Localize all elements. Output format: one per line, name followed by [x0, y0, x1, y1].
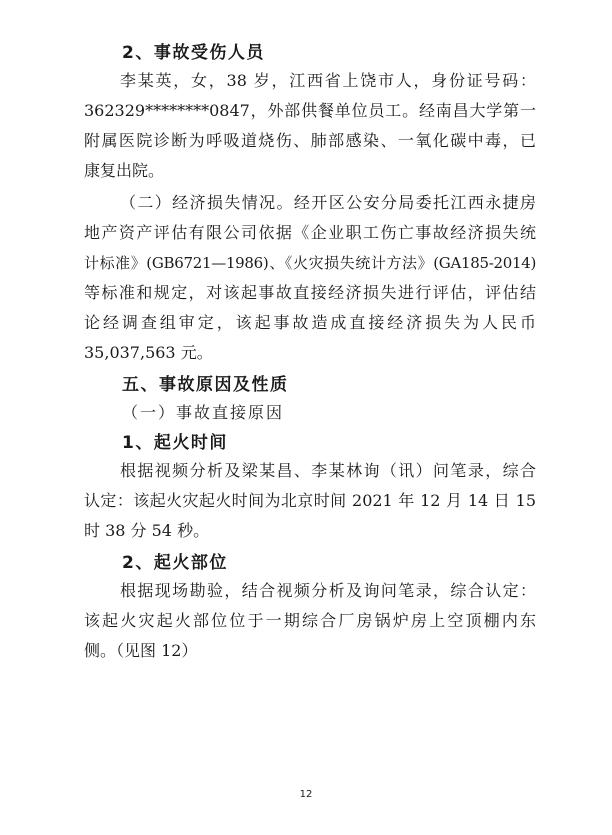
- paragraph-line: 根据视频分析及梁某昌、李某林询（讯）问笔录，综合: [120, 461, 536, 480]
- paragraph-line: 35,037,563 元。: [84, 343, 213, 362]
- paragraph-injured-persons: [84, 66, 536, 186]
- paragraph-line: 附属医院诊断为呼吸道烧伤、肺部感染、一氧化碳中毒，已: [84, 131, 536, 150]
- heading-injured-persons: 2、事故受伤人员: [122, 43, 265, 63]
- paragraph-line: 认定：该起火灾起火时间为北京时间 2021 年 12 月 14 日 15: [84, 491, 536, 510]
- paragraph-economic-loss: [84, 188, 536, 368]
- paragraph-fire-location: [84, 576, 536, 666]
- paragraph-line: 等标准和规定，对该起事故直接经济损失进行评估，评估结: [84, 283, 536, 302]
- paragraph-line: 侧。（见图 12）: [84, 641, 198, 660]
- paragraph-line: 地产资产评估有限公司依据《企业职工伤亡事故经济损失统: [84, 223, 536, 242]
- heading-fire-time: 1、起火时间: [122, 433, 228, 453]
- heading-accident-cause: 五、事故原因及性质: [122, 375, 289, 395]
- paragraph-line: 李某英，女，38 岁，江西省上饶市人，身份证号码：: [120, 71, 536, 90]
- paragraph-line: （二）经济损失情况。经开区公安分局委托江西永捷房: [120, 193, 536, 212]
- paragraph-line: 论经调查组审定，该起事故造成直接经济损失为人民币: [84, 313, 536, 332]
- paragraph-fire-time: [84, 456, 536, 546]
- paragraph-line: 362329********0847，外部供餐单位员工。经南昌大学第一: [84, 101, 536, 120]
- paragraph-line: 时 38 分 54 秒。: [84, 521, 210, 540]
- paragraph-line: 康复出院。: [84, 161, 165, 180]
- heading-fire-location: 2、起火部位: [122, 553, 228, 573]
- subheading-direct-cause: （一）事故直接原因: [122, 403, 285, 422]
- paragraph-line: 该起火灾起火部位位于一期综合厂房锅炉房上空顶棚内东: [84, 611, 536, 630]
- page-number: 12: [299, 789, 313, 800]
- paragraph-line: 根据现场勘验，结合视频分析及询问笔录，综合认定：: [120, 581, 536, 600]
- paragraph-line: 计标准》(GB6721—1986)、《火灾损失统计方法》(GA185-2014): [84, 254, 536, 272]
